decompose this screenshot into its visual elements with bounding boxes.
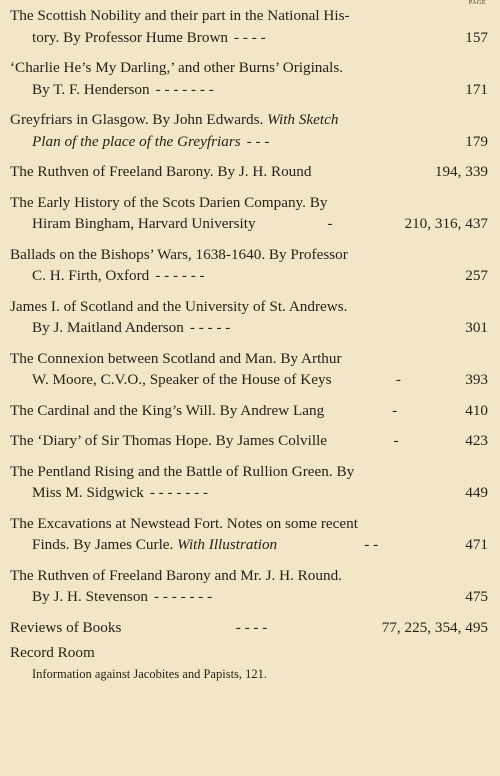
entry-title: The Pentland Rising and the Battle of Rullion Green. By: [10, 462, 355, 480]
page-number: 171: [465, 80, 488, 98]
entry-author: Hiram Bingham, Harvard University: [32, 215, 256, 232]
entry-title: The Ruthven of Freeland Barony and Mr. J. H. Round.: [10, 566, 342, 584]
entry-author: [32, 534, 277, 556]
entry-subtitle-italic: Plan of the place of the Greyfriars: [32, 132, 241, 150]
entry-title: ‘Charlie He’s My Darling,’ and other Burns’ Originals.: [10, 59, 344, 76]
page-number: 179: [465, 132, 488, 150]
page-number: 423: [465, 432, 488, 449]
toc-entry: [10, 565, 488, 608]
toc-entry: [10, 513, 488, 556]
entry-author: By J. H. Stevenson: [32, 588, 149, 605]
toc-entry: [10, 400, 488, 422]
toc-entry: [10, 430, 488, 452]
leader-dashes: - - - - - -: [155, 267, 205, 284]
leader-dashes: - - - -: [234, 28, 266, 46]
leader-dashes: - - -: [246, 132, 270, 150]
toc-entry: [10, 244, 488, 287]
entry-author: tory. By Professor Hume Brown: [32, 28, 229, 46]
entry-title-italic: With Sketch: [267, 111, 339, 128]
entry-title: The ‘Diary’ of Sir Thomas Hope. By James Colville: [10, 432, 328, 449]
leader-dashes: - - - - - - -: [149, 484, 209, 501]
record-room-item: Information against Jacobites and Papists, 121.: [32, 667, 268, 681]
page-number: 410: [465, 401, 488, 419]
toc-entry: [10, 161, 488, 183]
entry-title: The Ruthven of Freeland Barony. By J. H. Round: [10, 163, 312, 180]
toc-entry: [10, 461, 488, 504]
record-room-heading: Record Room: [10, 644, 95, 661]
leader-dashes: -: [393, 432, 399, 449]
leader-dashes: -: [327, 215, 333, 232]
leader-dashes: - - - - -: [189, 319, 231, 336]
entry-author: Miss M. Sidgwick: [32, 484, 144, 501]
leader-dashes: - - - - - - -: [154, 588, 213, 605]
entry-title: The Early History of the Scots Darien Company. By: [10, 193, 328, 211]
page-number: 257: [465, 267, 488, 284]
entry-author-text: Finds. By James Curle.: [32, 536, 174, 553]
entry-subtitle-italic: With Illustration: [177, 536, 278, 553]
page-number: 194, 339: [434, 163, 488, 180]
entry-title: Ballads on the Bishops’ Wars, 1638-1640. By Professor: [10, 245, 348, 263]
entry-title: The Cardinal and the King’s Will. By Andrew Lang: [10, 401, 325, 419]
toc-entry: [10, 296, 488, 339]
entry-title: [10, 109, 488, 131]
entry-author: By T. F. Henderson: [32, 80, 150, 98]
leader-dashes: - -: [364, 536, 379, 553]
entry-title: The Scottish Nobility and their part in the National His-: [10, 7, 350, 24]
entry-title: Reviews of Books: [10, 618, 122, 636]
page-number: 77, 225, 354, 495: [381, 618, 488, 636]
page-number: 210, 316, 437: [404, 215, 488, 232]
entry-author: C. H. Firth, Oxford: [32, 267, 150, 284]
entry-title-text: Greyfriars in Glasgow. By John Edwards.: [10, 111, 264, 128]
toc-entry: [10, 617, 488, 639]
leader-dashes: - - - - - - -: [155, 80, 214, 98]
leader-dashes: -: [392, 401, 398, 419]
toc-entry: [10, 348, 488, 391]
entry-title: The Excavations at Newstead Fort. Notes on some recent: [10, 514, 358, 532]
entry-author: [32, 131, 241, 153]
page-number: 393: [465, 371, 488, 388]
leader-dashes: - - - -: [235, 618, 268, 636]
toc-entry: [10, 192, 488, 235]
entry-title: The Connexion between Scotland and Man. By Arthur: [10, 349, 342, 367]
page-number: 157: [465, 28, 488, 46]
page-number: 301: [465, 319, 488, 336]
leader-dashes: -: [395, 371, 401, 388]
page-number: 449: [465, 484, 488, 501]
table-of-contents: [10, 5, 488, 685]
entry-title: James I. of Scotland and the University of St. Andrews.: [10, 297, 348, 315]
toc-entry: [10, 57, 488, 100]
toc-entry: [10, 5, 488, 48]
toc-entry: [10, 109, 488, 152]
entry-author: W. Moore, C.V.O., Speaker of the House of Keys: [32, 371, 332, 388]
page-header-label: PAGE: [468, 0, 486, 6]
entry-author: By J. Maitland Anderson: [32, 319, 184, 336]
page-number: 471: [465, 536, 488, 553]
page-number: 475: [465, 588, 488, 605]
